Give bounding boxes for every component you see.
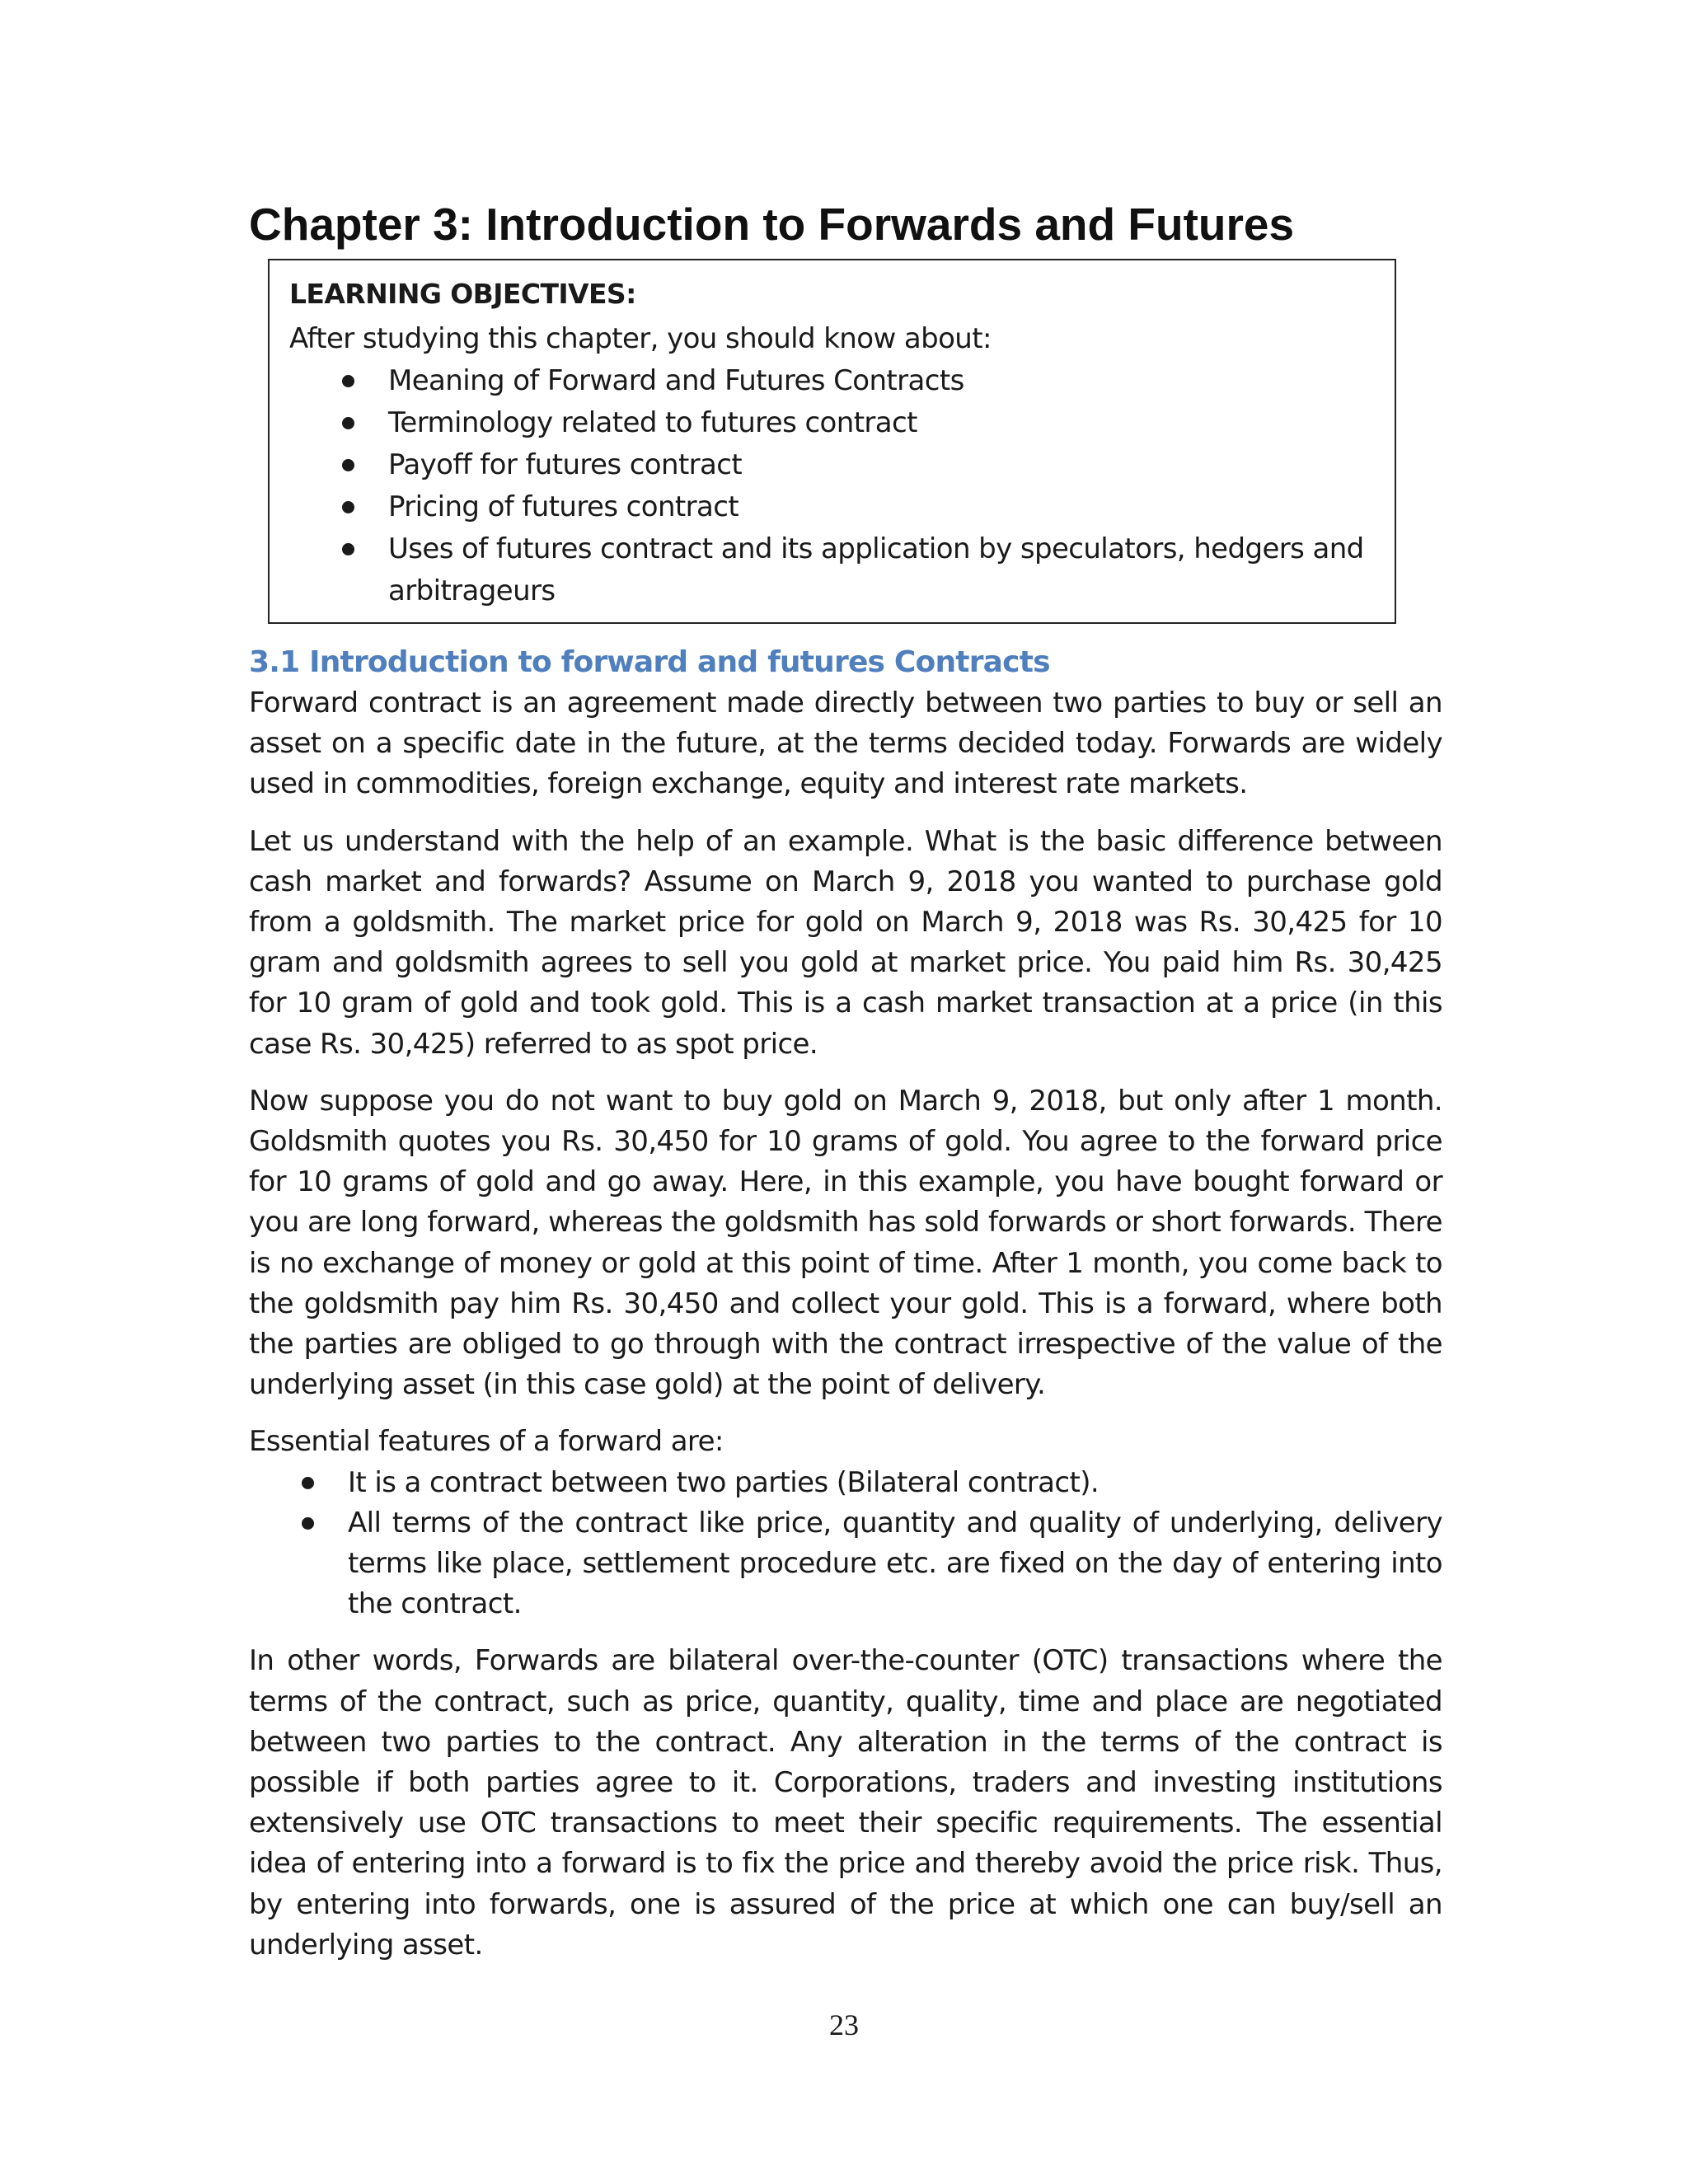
- objectives-intro: After studying this chapter, you should know about:: [289, 322, 992, 355]
- paragraph-closing: In other words, Forwards are bilateral over-the-counter (OTC) transactions where the terms of the contract, such as price, quantity, quality, time and place are negotiated between two parties to the contract. Any alteration in the terms of the contract is possible if both parties agree to it. Corporations, traders and investing institutions extensively use OTC transactions to meet their specific requirements. The essential idea of entering into a forward is to fix the price and thereby avoid the price risk. Thus, by entering into forwards, one is assured of the price at which one can buy/sell an underlying asset.: [249, 1644, 1442, 1961]
- bullet-icon: [342, 501, 354, 513]
- objective-text: Terminology related to futures contract: [388, 406, 917, 439]
- objective-item: [289, 360, 1375, 402]
- bullet-icon: [342, 417, 354, 429]
- objective-text: Uses of futures contract and its application by speculators, hedgers and arbitrageurs: [388, 532, 1364, 607]
- objective-text: Meaning of Forward and Futures Contracts: [388, 364, 964, 397]
- bullet-icon: [342, 459, 354, 471]
- page-content: [249, 198, 1442, 1966]
- features-list: [249, 1463, 1442, 1625]
- feature-item: [249, 1463, 1442, 1503]
- bullet-icon: [342, 543, 354, 555]
- objective-text: Payoff for futures contract: [388, 448, 743, 481]
- objective-item: [289, 486, 1375, 528]
- feature-item: [249, 1503, 1442, 1625]
- objectives-heading: LEARNING OBJECTIVES:: [289, 278, 636, 310]
- bullet-icon: [302, 1477, 314, 1489]
- objective-text: Pricing of futures contract: [388, 490, 739, 523]
- paragraph-intro: Forward contract is an agreement made directly between two parties to buy or sell an asset on a specific date in the future, at the terms decided today. Forwards are widely used in commodities, foreign exchange, equity and interest rate markets.: [249, 687, 1442, 801]
- feature-text: It is a contract between two parties (Bilateral contract).: [348, 1465, 1100, 1499]
- features-intro: Essential features of a forward are:: [249, 1425, 724, 1459]
- objective-item: [289, 402, 1375, 444]
- bullet-icon: [302, 1517, 314, 1530]
- objective-item: [289, 444, 1375, 486]
- objective-item: [289, 528, 1375, 612]
- paragraph-forward-example: Now suppose you do not want to buy gold on March 9, 2018, but only after 1 month. Goldsmith quotes you Rs. 30,450 for 10 grams of gold. You agree to the forward price for 10 grams of gold and go away. Here, in this example, you have bought forward or you are long forward, whereas the goldsmith has sold forwards or short forwards. There is no exchange of money or gold at this point of time. After 1 month, you come back to the goldsmith pay him Rs. 30,450 and collect your gold. This is a forward, where both the parties are obliged to go through with the contract irrespective of the value of the underlying asset (in this case gold) at the point of delivery.: [249, 1084, 1442, 1402]
- chapter-title: Chapter 3: Introduction to Forwards and Futures: [249, 199, 1295, 250]
- feature-text: All terms of the contract like price, quantity and quality of underlying, delivery terms like place, settlement procedure etc. are fixed on the day of entering into the contract.: [348, 1506, 1442, 1621]
- paragraph-example: Let us understand with the help of an example. What is the basic difference between cash market and forwards? Assume on March 9, 2018 you wanted to purchase gold from a goldsmith. The market price for gold on March 9, 2018 was Rs. 30,425 for 10 gram and goldsmith agrees to sell you gold at market price. You paid him Rs. 30,425 for 10 gram of gold and took gold. This is a cash market transaction at a price (in this case Rs. 30,425) referred to as spot price.: [249, 824, 1442, 1061]
- objectives-list: [289, 360, 1375, 612]
- page-number: 23: [829, 2008, 859, 2041]
- section-heading: 3.1 Introduction to forward and futures Contracts: [249, 645, 1050, 679]
- learning-objectives-box: [268, 259, 1396, 624]
- bullet-icon: [342, 375, 354, 387]
